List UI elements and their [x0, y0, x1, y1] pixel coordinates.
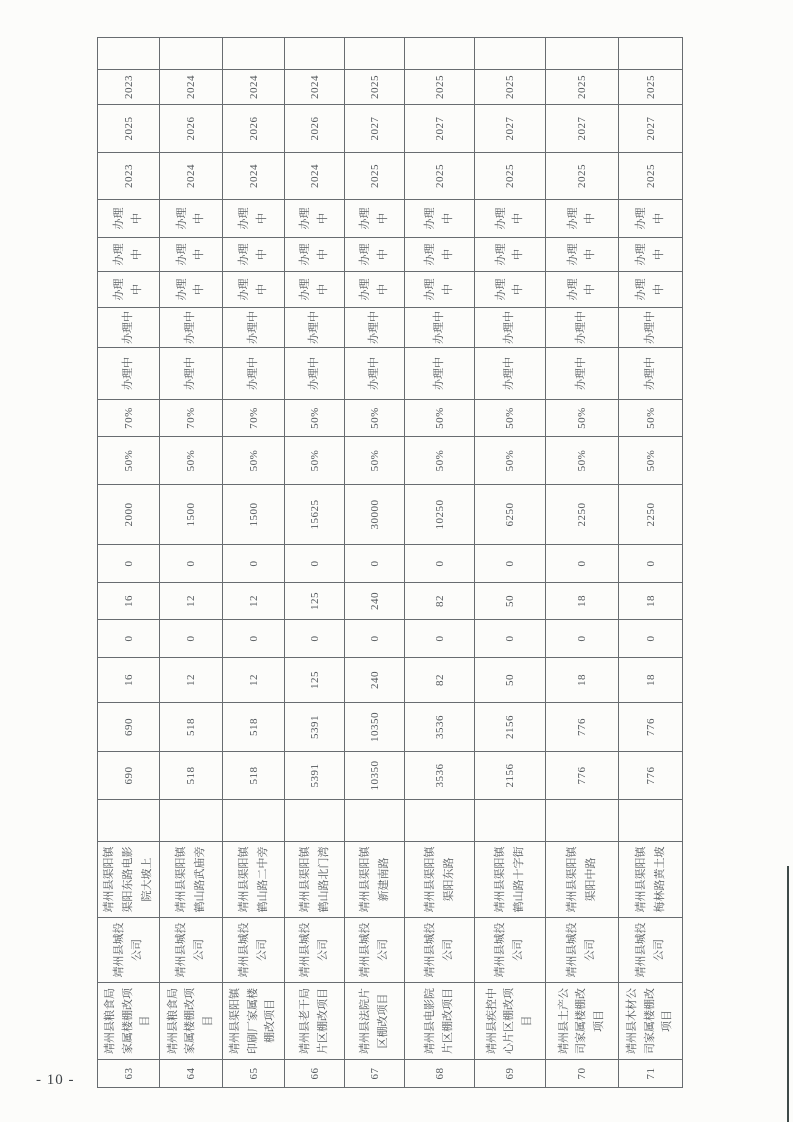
table-row — [160, 38, 223, 1088]
cell-no: 70 — [546, 1060, 619, 1088]
cell-year-1: 2025 — [546, 153, 619, 200]
cell-value-3: 18 — [546, 658, 619, 703]
cell-year-3: 2025 — [405, 70, 475, 105]
cell-year-2: 2027 — [405, 105, 475, 153]
cell-status-4: 办理中 — [345, 238, 405, 272]
cell-percent-1: 50% — [98, 437, 160, 485]
cell-year-1: 2025 — [619, 153, 683, 200]
cell-value-3: 12 — [160, 658, 223, 703]
cell-status-1: 办理中 — [546, 348, 619, 400]
cell-status-3: 办理中 — [285, 272, 345, 308]
cell-year-3: 2024 — [160, 70, 223, 105]
cell-company: 靖州县城投公司 — [546, 918, 619, 983]
cell-value-4: 0 — [546, 620, 619, 658]
cell-address: 靖州县渠阳镇鹤山路武庙旁 — [160, 842, 223, 918]
cell-status-2: 办理中 — [98, 308, 160, 348]
cell-address: 靖州县渠阳镇梅林路黄土坡 — [619, 842, 683, 918]
cell-blank-2 — [160, 38, 223, 70]
cell-percent-2: 70% — [223, 400, 285, 437]
cell-year-1: 2025 — [405, 153, 475, 200]
cell-value-5: 18 — [619, 583, 683, 620]
cell-value-3: 240 — [345, 658, 405, 703]
cell-status-1: 办理中 — [285, 348, 345, 400]
cell-status-2: 办理中 — [475, 308, 546, 348]
cell-project-name: 靖州县疾控中心片区棚改项目 — [475, 983, 546, 1060]
cell-value-4: 0 — [619, 620, 683, 658]
cell-status-5: 办理中 — [160, 200, 223, 238]
cell-company: 靖州县城投公司 — [160, 918, 223, 983]
cell-blank — [160, 800, 223, 842]
cell-year-2: 2026 — [223, 105, 285, 153]
cell-blank-2 — [345, 38, 405, 70]
cell-value-6: 0 — [546, 545, 619, 583]
cell-blank-2 — [546, 38, 619, 70]
cell-value-7: 6250 — [475, 485, 546, 545]
cell-address: 靖州县渠阳镇新建南路 — [345, 842, 405, 918]
cell-company: 靖州县城投公司 — [475, 918, 546, 983]
table-row — [405, 38, 475, 1088]
cell-year-2: 2026 — [160, 105, 223, 153]
cell-value-7: 2250 — [546, 485, 619, 545]
cell-status-1: 办理中 — [98, 348, 160, 400]
cell-year-2: 2027 — [475, 105, 546, 153]
cell-status-5: 办理中 — [345, 200, 405, 238]
cell-value-4: 0 — [405, 620, 475, 658]
cell-value-5: 50 — [475, 583, 546, 620]
cell-year-1: 2025 — [475, 153, 546, 200]
cell-year-3: 2025 — [546, 70, 619, 105]
cell-value-1: 518 — [223, 752, 285, 800]
cell-value-4: 0 — [223, 620, 285, 658]
cell-blank — [223, 800, 285, 842]
cell-status-5: 办理中 — [475, 200, 546, 238]
cell-no: 69 — [475, 1060, 546, 1088]
cell-status-4: 办理中 — [619, 238, 683, 272]
cell-blank-2 — [475, 38, 546, 70]
cell-no: 67 — [345, 1060, 405, 1088]
cell-blank — [619, 800, 683, 842]
cell-status-1: 办理中 — [160, 348, 223, 400]
cell-value-4: 0 — [160, 620, 223, 658]
cell-no: 68 — [405, 1060, 475, 1088]
cell-value-2: 10350 — [345, 703, 405, 752]
cell-value-1: 518 — [160, 752, 223, 800]
cell-status-1: 办理中 — [619, 348, 683, 400]
cell-value-7: 15625 — [285, 485, 345, 545]
cell-year-3: 2024 — [223, 70, 285, 105]
cell-value-2: 3536 — [405, 703, 475, 752]
cell-year-1: 2023 — [98, 153, 160, 200]
cell-value-6: 0 — [345, 545, 405, 583]
cell-value-6: 0 — [475, 545, 546, 583]
cell-blank — [546, 800, 619, 842]
cell-no: 63 — [98, 1060, 160, 1088]
cell-value-2: 518 — [223, 703, 285, 752]
cell-blank-2 — [285, 38, 345, 70]
cell-project-name: 靖州县老干局片区棚改项目 — [285, 983, 345, 1060]
cell-status-2: 办理中 — [223, 308, 285, 348]
cell-status-5: 办理中 — [285, 200, 345, 238]
cell-status-4: 办理中 — [98, 238, 160, 272]
rotated-table-area — [97, 38, 682, 1088]
cell-status-1: 办理中 — [405, 348, 475, 400]
cell-company: 靖州县城投公司 — [98, 918, 160, 983]
cell-percent-2: 50% — [475, 400, 546, 437]
cell-status-2: 办理中 — [405, 308, 475, 348]
table-row — [619, 38, 683, 1088]
cell-value-4: 0 — [345, 620, 405, 658]
cell-percent-1: 50% — [619, 437, 683, 485]
table-row — [475, 38, 546, 1088]
cell-project-name: 靖州县电影院片区棚改项目 — [405, 983, 475, 1060]
cell-project-name: 靖州县法院片区棚改项目 — [345, 983, 405, 1060]
cell-percent-2: 70% — [98, 400, 160, 437]
cell-percent-2: 50% — [405, 400, 475, 437]
cell-percent-2: 50% — [619, 400, 683, 437]
cell-address: 靖州县渠阳镇渠阳东路电影院大坡上 — [98, 842, 160, 918]
cell-blank — [285, 800, 345, 842]
cell-value-1: 2156 — [475, 752, 546, 800]
cell-value-5: 16 — [98, 583, 160, 620]
cell-value-1: 5391 — [285, 752, 345, 800]
cell-blank-2 — [619, 38, 683, 70]
cell-year-2: 2027 — [546, 105, 619, 153]
cell-percent-1: 50% — [160, 437, 223, 485]
cell-percent-1: 50% — [285, 437, 345, 485]
cell-value-5: 12 — [160, 583, 223, 620]
cell-year-3: 2024 — [285, 70, 345, 105]
cell-value-2: 2156 — [475, 703, 546, 752]
cell-value-2: 518 — [160, 703, 223, 752]
cell-percent-1: 50% — [345, 437, 405, 485]
cell-status-4: 办理中 — [475, 238, 546, 272]
cell-project-name: 靖州县粮食局家属楼棚改项目 — [160, 983, 223, 1060]
cell-year-2: 2025 — [98, 105, 160, 153]
cell-project-name: 靖州县渠阳镇印刷厂家属楼棚改项目 — [223, 983, 285, 1060]
cell-percent-1: 50% — [546, 437, 619, 485]
cell-blank-2 — [98, 38, 160, 70]
cell-value-1: 10350 — [345, 752, 405, 800]
cell-value-3: 50 — [475, 658, 546, 703]
cell-percent-2: 50% — [345, 400, 405, 437]
cell-status-5: 办理中 — [405, 200, 475, 238]
cell-company: 靖州县城投公司 — [405, 918, 475, 983]
cell-address: 靖州县渠阳镇渠阳东路 — [405, 842, 475, 918]
cell-value-6: 0 — [223, 545, 285, 583]
cell-status-2: 办理中 — [619, 308, 683, 348]
cell-value-3: 16 — [98, 658, 160, 703]
cell-blank — [345, 800, 405, 842]
scan-edge-line — [787, 866, 789, 1122]
cell-value-3: 82 — [405, 658, 475, 703]
cell-address: 靖州县渠阳镇鹤山路十字街 — [475, 842, 546, 918]
cell-blank — [98, 800, 160, 842]
cell-status-3: 办理中 — [405, 272, 475, 308]
cell-year-3: 2023 — [98, 70, 160, 105]
cell-blank — [405, 800, 475, 842]
cell-value-4: 0 — [98, 620, 160, 658]
cell-blank — [475, 800, 546, 842]
cell-value-6: 0 — [98, 545, 160, 583]
cell-address: 靖州县渠阳镇渠阳中路 — [546, 842, 619, 918]
cell-year-2: 2027 — [619, 105, 683, 153]
cell-value-6: 0 — [285, 545, 345, 583]
cell-value-7: 1500 — [223, 485, 285, 545]
cell-status-4: 办理中 — [405, 238, 475, 272]
cell-year-1: 2025 — [345, 153, 405, 200]
projects-table — [97, 37, 683, 1088]
cell-status-2: 办理中 — [285, 308, 345, 348]
cell-percent-2: 50% — [546, 400, 619, 437]
cell-blank-2 — [405, 38, 475, 70]
table-row — [345, 38, 405, 1088]
cell-percent-1: 50% — [475, 437, 546, 485]
cell-percent-2: 70% — [160, 400, 223, 437]
cell-status-5: 办理中 — [619, 200, 683, 238]
cell-status-4: 办理中 — [285, 238, 345, 272]
cell-status-4: 办理中 — [546, 238, 619, 272]
cell-value-2: 776 — [619, 703, 683, 752]
cell-value-6: 0 — [160, 545, 223, 583]
table-body — [98, 38, 683, 1088]
cell-status-3: 办理中 — [345, 272, 405, 308]
cell-value-5: 125 — [285, 583, 345, 620]
cell-status-1: 办理中 — [475, 348, 546, 400]
cell-project-name: 靖州县木材公司家属楼棚改项目 — [619, 983, 683, 1060]
cell-status-4: 办理中 — [223, 238, 285, 272]
cell-project-name: 靖州县土产公司家属楼棚改项目 — [546, 983, 619, 1060]
cell-value-2: 776 — [546, 703, 619, 752]
cell-status-3: 办理中 — [475, 272, 546, 308]
cell-no: 65 — [223, 1060, 285, 1088]
cell-value-7: 10250 — [405, 485, 475, 545]
cell-year-1: 2024 — [160, 153, 223, 200]
cell-status-1: 办理中 — [345, 348, 405, 400]
cell-company: 靖州县城投公司 — [223, 918, 285, 983]
rotated-table-inner — [97, 38, 682, 1088]
cell-value-6: 0 — [405, 545, 475, 583]
cell-value-4: 0 — [285, 620, 345, 658]
table-row — [546, 38, 619, 1088]
cell-value-7: 1500 — [160, 485, 223, 545]
cell-value-1: 776 — [619, 752, 683, 800]
cell-value-5: 240 — [345, 583, 405, 620]
cell-status-1: 办理中 — [223, 348, 285, 400]
cell-value-1: 690 — [98, 752, 160, 800]
cell-value-3: 18 — [619, 658, 683, 703]
cell-status-3: 办理中 — [223, 272, 285, 308]
cell-value-2: 690 — [98, 703, 160, 752]
cell-value-7: 30000 — [345, 485, 405, 545]
cell-no: 64 — [160, 1060, 223, 1088]
cell-blank-2 — [223, 38, 285, 70]
cell-status-3: 办理中 — [546, 272, 619, 308]
cell-percent-1: 50% — [405, 437, 475, 485]
cell-value-5: 12 — [223, 583, 285, 620]
cell-status-5: 办理中 — [98, 200, 160, 238]
cell-value-5: 18 — [546, 583, 619, 620]
table-row — [98, 38, 160, 1088]
cell-value-1: 3536 — [405, 752, 475, 800]
cell-status-3: 办理中 — [98, 272, 160, 308]
cell-status-2: 办理中 — [160, 308, 223, 348]
cell-company: 靖州县城投公司 — [345, 918, 405, 983]
cell-year-3: 2025 — [475, 70, 546, 105]
cell-year-3: 2025 — [345, 70, 405, 105]
cell-company: 靖州县城投公司 — [619, 918, 683, 983]
cell-no: 66 — [285, 1060, 345, 1088]
cell-value-7: 2000 — [98, 485, 160, 545]
cell-status-3: 办理中 — [160, 272, 223, 308]
cell-value-3: 12 — [223, 658, 285, 703]
cell-status-2: 办理中 — [546, 308, 619, 348]
cell-percent-1: 50% — [223, 437, 285, 485]
cell-year-1: 2024 — [285, 153, 345, 200]
cell-status-5: 办理中 — [223, 200, 285, 238]
cell-value-4: 0 — [475, 620, 546, 658]
cell-year-2: 2027 — [345, 105, 405, 153]
cell-company: 靖州县城投公司 — [285, 918, 345, 983]
table-row — [223, 38, 285, 1088]
cell-value-3: 125 — [285, 658, 345, 703]
cell-value-5: 82 — [405, 583, 475, 620]
page-number: - 10 - — [36, 1072, 75, 1088]
cell-value-7: 2250 — [619, 485, 683, 545]
cell-year-1: 2024 — [223, 153, 285, 200]
cell-percent-2: 50% — [285, 400, 345, 437]
cell-no: 71 — [619, 1060, 683, 1088]
cell-year-3: 2025 — [619, 70, 683, 105]
cell-address: 靖州县渠阳镇鹤山路二中旁 — [223, 842, 285, 918]
cell-project-name: 靖州县粮食局家属楼棚改项目 — [98, 983, 160, 1060]
cell-status-2: 办理中 — [345, 308, 405, 348]
cell-status-5: 办理中 — [546, 200, 619, 238]
cell-value-2: 5391 — [285, 703, 345, 752]
cell-address: 靖州县渠阳镇鹤山路北门湾 — [285, 842, 345, 918]
cell-status-4: 办理中 — [160, 238, 223, 272]
cell-value-6: 0 — [619, 545, 683, 583]
cell-value-1: 776 — [546, 752, 619, 800]
cell-year-2: 2026 — [285, 105, 345, 153]
cell-status-3: 办理中 — [619, 272, 683, 308]
table-row — [285, 38, 345, 1088]
